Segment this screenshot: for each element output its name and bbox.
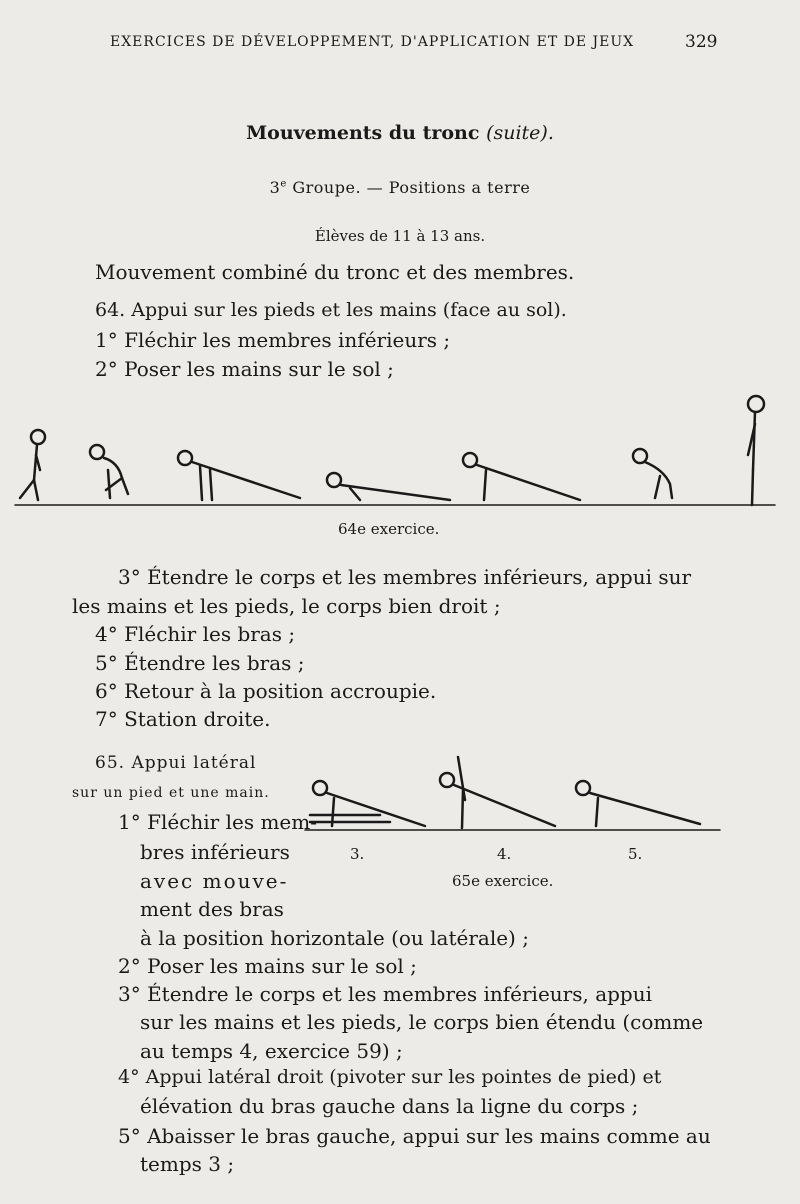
ex64-step-3b: les mains et les pieds, le corps bien droit ; [72, 594, 501, 618]
ex64-figure-caption: 64e exercice. [338, 520, 440, 538]
ex64-step-7: 7° Station droite. [95, 707, 271, 731]
ex65-step3-line-1: 3° Étendre le corps et les membres inférieurs, appui [118, 982, 653, 1006]
ex65-figure-caption: 65e exercice. [452, 872, 554, 890]
ex65-step3-line-3: au temps 4, exercice 59) ; [140, 1039, 403, 1063]
ex65-step5-line-2: temps 3 ; [140, 1152, 235, 1176]
ex65-heading-1: 65. Appui latéral [95, 753, 257, 773]
ex64-step-2: 2° Poser les mains sur le sol ; [95, 357, 394, 381]
running-header: EXERCICES DE DÉVELOPPEMENT, D'APPLICATION ET DE JEUX [110, 34, 635, 50]
ex64-heading: 64. Appui sur les pieds et les mains (face au sol). [95, 299, 567, 321]
ex65-step1-line-2: bres inférieurs [140, 840, 290, 864]
section-title-main: Mouvements du tronc [246, 122, 480, 144]
age-group: Élèves de 11 à 13 ans. [314, 227, 486, 245]
ex65-step3-line-2: sur les mains et les pieds, le corps bien étendu (comme [140, 1010, 704, 1034]
subtitle: Mouvement combiné du tronc et des membres. [95, 260, 575, 284]
ex65-label-4: 4. [497, 845, 512, 863]
ex65-step-2: 2° Poser les mains sur le sol ; [118, 954, 417, 978]
group-name: Groupe. — Positions a terre [292, 178, 531, 197]
ex65-step1-line-1: 1° Fléchir les mem- [118, 810, 317, 834]
ex65-label-3: 3. [350, 845, 365, 863]
ex64-step-5: 5° Étendre les bras ; [95, 651, 305, 675]
ex65-step5-line-1: 5° Abaisser le bras gauche, appui sur les mains comme au [118, 1124, 711, 1148]
ex65-step4-line-1: 4° Appui latéral droit (pivoter sur les pointes de pied) et [118, 1066, 662, 1088]
ex64-step-6: 6° Retour à la position accroupie. [95, 679, 437, 703]
ex64-step-3a: 3° Étendre le corps et les membres inférieurs, appui sur [118, 565, 692, 589]
ex65-heading-2: sur un pied et une main. [72, 785, 270, 801]
page-number: 329 [685, 32, 718, 52]
section-title-suite: (suite). [486, 122, 554, 144]
ex64-step-1: 1° Fléchir les membres inférieurs ; [95, 328, 451, 352]
ex65-step1-line-3: avec mouve- [140, 869, 289, 893]
group-number: 3 [269, 178, 281, 197]
ex65-step4-line-2: élévation du bras gauche dans la ligne du corps ; [140, 1094, 639, 1118]
ex64-step-4: 4° Fléchir les bras ; [95, 622, 296, 646]
group-number-sup: e [280, 178, 287, 190]
ex65-step1-line-5: à la position horizontale (ou latérale) ; [140, 926, 529, 950]
ex65-label-5: 5. [628, 845, 643, 863]
ex65-step1-line-4: ment des bras [140, 897, 284, 921]
